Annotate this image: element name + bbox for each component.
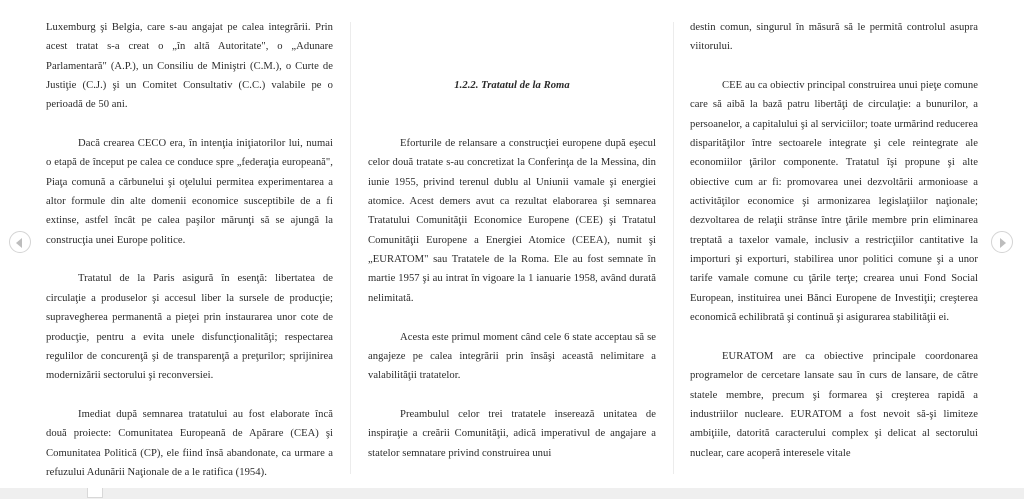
paragraph: CEE au ca obiectiv principal construirea unui pieţe comune care să aibă la bază patru libertăţi de circulaţie: a bunurilor, a persoanelor, a capitalului şi al serviciilor; toate urmărind reducerea disparităţilor între sectoarele integrate şi cele reintegrate ale economiilor ţărilor componente. Tratatul îşi propune şi alte obiective cum ar fi: promovarea unei dezvoltării armonioase a activităţilor economice şi armonizarea legislaţiilor naţionale; dezvoltarea de relaţii strânse între ţările membre prin eliminarea treptată a taxelor vamale, inclusiv a restricţiilor cantitative la importuri şi exporturi, stabilirea unor politici comune şi a unor tarife vamale comune cu ţările terţe; crearea unui Fond Social European, instituirea unei Bănci Europene de Investiţii; creşterea economică echilibrată şi continuă şi asigurarea stabilităţii ei. (690, 80, 978, 324)
column-divider (350, 22, 351, 474)
text-column-right (690, 18, 978, 463)
previous-page-button[interactable] (9, 231, 31, 253)
next-page-button[interactable] (991, 231, 1013, 253)
chevron-right-icon (1000, 238, 1006, 248)
paragraph: Acesta este primul moment când cele 6 state acceptau să se angajeze pe calea integrării prin însăşi această nelimitare a valabilităţii tratatelor. (368, 331, 656, 382)
paragraph: Preambulul celor trei tratatele inserează unitatea de inspiraţie a creării Comunităţii, adică imperativul de angajare a statelor semnatare privind construirea unui (368, 408, 656, 459)
paragraph: Eforturile de relansare a construcţiei europene după eşecul celor două tratate s-au concretizat la Conferinţa de la Messina, din iunie 1955, privind terenul dublu al Uniunii vamale şi energiei atomice. Acest demers avut ca rezultat elaborarea şi semnarea Tratatului Comunităţii Economice Europene (CEE) şi Tratatul Comunităţii Europene a Energiei Atomice (CEEA), numit şi „EURATOM" sau Tratatele de la Roma. Ele au fost semnate în martie 1957 şi au intrat în vigoare la 1 ianuarie 1958, având durată nelimitată. (368, 138, 656, 304)
paragraph: destin comun, singurul în măsură să le permită controlul asupra viitorului. (690, 22, 978, 53)
scrollbar-thumb[interactable] (87, 488, 103, 498)
column-divider (673, 22, 674, 474)
text-column-left (46, 18, 333, 482)
section-heading: 1.2.2. Tratatul de la Roma (454, 80, 570, 92)
text-column-middle (368, 18, 656, 463)
chevron-left-icon (16, 238, 22, 248)
paragraph: Imediat după semnarea tratatului au fost elaborate încă două proiecte: Comunitatea Europeană de Apărare (CEA) şi Comunitatea Politică (CP), ele fiind însă abandonate, ca urmare a refuzului Adunării Naţionale de a le ratifica (1954). (46, 408, 333, 478)
paragraph: Luxemburg şi Belgia, care s-au angajat pe calea integrării. Prin acest tratat s-a creat o „în altă Autoritate", o „Adunare Parlamentară" (A.P.), un Consiliu de Miniştri (C.M.), o Curte de Justiţie (C.J.) şi un Comitet Consultativ (C.C.) valabile pe o perioadă de 50 ani. (46, 22, 333, 111)
paragraph: Dacă crearea CECO era, în intenţia iniţiatorilor lui, numai o etapă de început pe calea ce conduce spre „federaţia europeană", Piaţa comună a cărbunelui şi oţelului permitea experimentarea a altor formule din alte domenii economice susceptibile de a fi extinse, astfel încât pe calea paşilor mărunţi să se ajungă la construcţia unei Europe politice. (46, 138, 333, 246)
paragraph: Tratatul de la Paris asigură în esenţă: libertatea de circulaţie a produselor şi accesul liber la sursele de producţie; supravegherea permanentă a pieţei prin instaurarea unor cote de producţie, pentru a evita unele disfuncţionalităţi; respectarea regulilor de concurenţă şi de transparenţă a preţurilor; sprijinirea modernizării sectorului şi reconversiei. (46, 273, 333, 382)
paragraph: EURATOM are ca obiective principale coordonarea programelor de cercetare lansate sau în curs de lansare, de către statele membre, precum şi formarea şi creşterea rapidă a industriilor nucleare. EURATOM a fost nevoit să-şi limiteze ambiţiile, datorită caracterului complex şi delicat al sectorului nuclear, care acoperă interesele vitale (690, 350, 978, 459)
horizontal-scrollbar[interactable] (0, 488, 1024, 499)
